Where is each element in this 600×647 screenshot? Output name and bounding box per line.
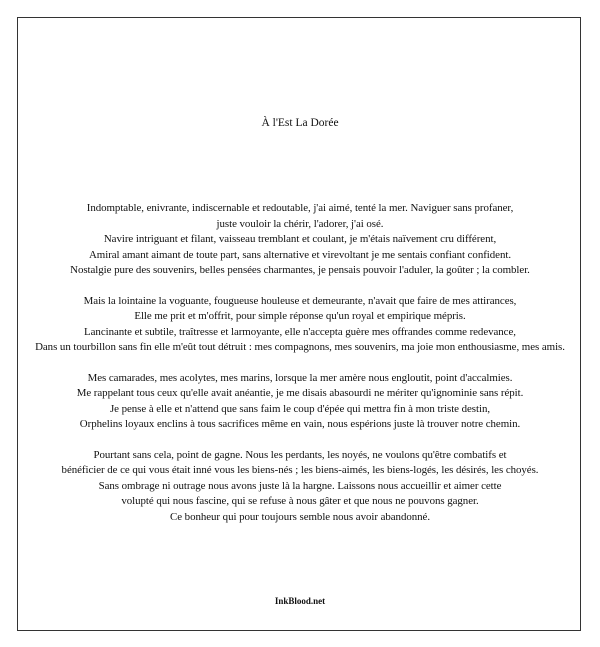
stanza-4 bbox=[0, 448, 600, 526]
poem-line: bénéficier de ce qui vous était inné vous les biens-nés ; les biens-aimés, les biens-logés, les désirés, les choyés. bbox=[61, 464, 539, 476]
stanza-1 bbox=[0, 201, 600, 279]
poem-title: À l'Est La Dorée bbox=[261, 117, 339, 129]
poem-line: Mes camarades, mes acolytes, mes marins, lorsque la mer amère nous engloutit, point d'accalmies. bbox=[87, 371, 513, 384]
poem-line: Ce bonheur qui pour toujours semble nous avoir abandonné. bbox=[170, 510, 430, 523]
poem-line: Je pense à elle et n'attend que sans faim le coup d'épée qui mettra fin à mon triste destin, bbox=[109, 402, 491, 415]
poem-body bbox=[0, 201, 600, 540]
poem-line: Nostalgie pure des souvenirs, belles pensées charmantes, je pensais pouvoir l'aduler, la goûter ; la combler. bbox=[70, 264, 530, 276]
poem-line: Sans ombrage ni outrage nous avons juste là la hargne. Laissons nous accueillir et aimer cette bbox=[98, 479, 502, 492]
poem-line: Me rappelant tous ceux qu'elle avait anéantie, je me disais abasourdi ne mériter qu'ignominie sans répit. bbox=[76, 387, 524, 399]
poem-line: Pourtant sans cela, point de gagne. Nous les perdants, les noyés, ne voulons qu'être combatifs et bbox=[93, 448, 507, 461]
poem-line: Amiral amant aimant de toute part, sans alternative et virevoltant je me sentais confiant confident. bbox=[88, 248, 511, 261]
poem-line: Navire intriguant et filant, vaisseau tremblant et coulant, je m'étais naïvement cru différent, bbox=[103, 233, 497, 245]
stanza-3 bbox=[0, 371, 600, 433]
poem-line: Lancinante et subtile, traîtresse et larmoyante, elle n'accepta guère mes offrandes comme redevance, bbox=[84, 325, 516, 338]
poem-line: volupté qui nous fascine, qui se refuse à nous gâter et que nous ne pouvons gagner. bbox=[121, 495, 479, 507]
site-credit: InkBlood.net bbox=[274, 596, 326, 606]
poem-line: Indomptable, enivrante, indiscernable et redoutable, j'ai aimé, tenté la mer. Naviguer sans profaner, bbox=[86, 202, 514, 214]
poem-line: juste vouloir la chérir, l'adorer, j'ai osé. bbox=[216, 217, 384, 230]
poem-line: Elle me prit et m'offrit, pour simple réponse qu'un royal et empirique mépris. bbox=[134, 310, 466, 322]
poem-line: Dans un tourbillon sans fin elle m'eût tout détruit : mes compagnons, mes souvenirs, ma joie mon enthousiasme, mes amis. bbox=[35, 341, 565, 353]
poem-line: Mais la lointaine la voguante, fougueuse houleuse et demeurante, n'avait que faire de mes attirances, bbox=[83, 294, 517, 307]
poem-line: Orphelins loyaux enclins à tous sacrifices même en vain, nous espérions juste là trouver notre chemin. bbox=[79, 418, 521, 430]
stanza-2 bbox=[0, 294, 600, 356]
